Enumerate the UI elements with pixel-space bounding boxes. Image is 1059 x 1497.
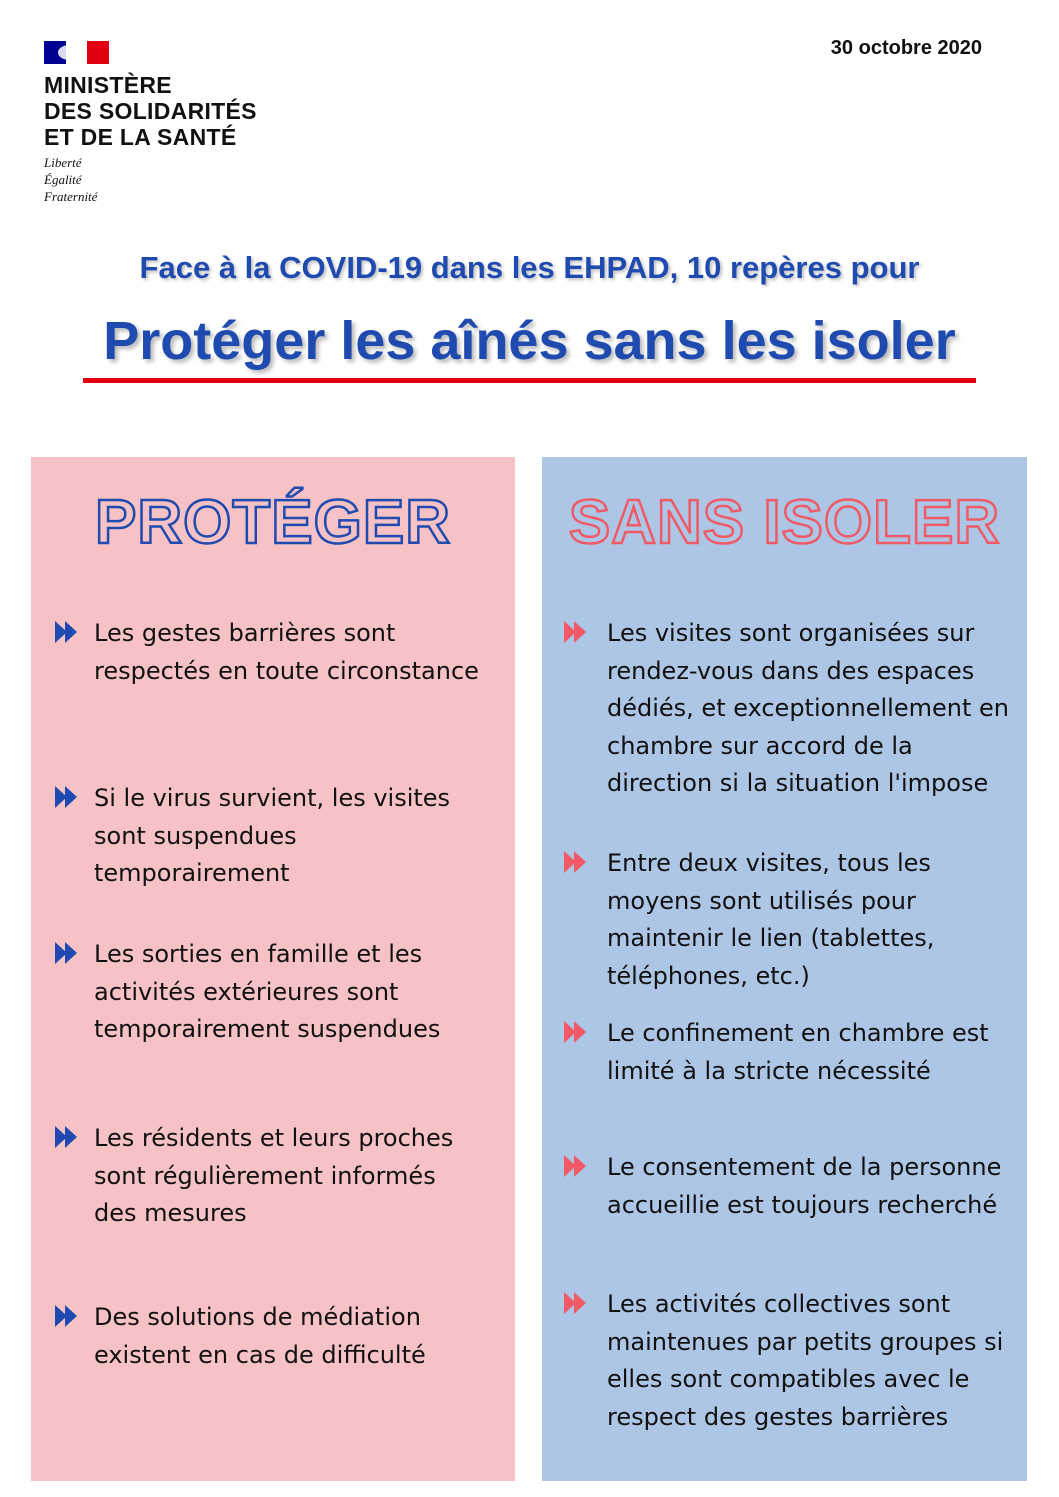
ministry-line: MINISTÈRE <box>44 72 172 98</box>
headline-title: Protéger les aînés sans les isoler <box>103 311 956 371</box>
list-item-text: Les gestes barrières sont respectés en toute circonstance <box>94 619 479 685</box>
list-item <box>564 1149 1024 1224</box>
list-item <box>564 845 1024 995</box>
ministry-line: ET DE LA SANTÉ <box>44 124 237 150</box>
protect-heading: PROTÉGER <box>95 488 451 557</box>
no-isolation-heading: SANS ISOLER <box>568 488 1001 557</box>
double-arrow-icon <box>55 1305 79 1327</box>
list-item-text: Les résidents et leurs proches sont régulièrement informés des mesures <box>94 1124 454 1227</box>
protect-column <box>31 457 515 1481</box>
list-item <box>55 615 485 690</box>
list-item <box>55 936 485 1049</box>
list-item <box>564 615 1024 803</box>
list-item-text: Le consentement de la personne accueillie est toujours recherché <box>607 1153 1002 1219</box>
title-underline <box>83 378 976 383</box>
list-item-text: Le confinement en chambre est limité à la stricte nécessité <box>607 1019 989 1085</box>
republic-motto <box>44 154 97 205</box>
list-item-text: Les activités collectives sont maintenues par petits groupes si elles sont compatibles avec le respect des gestes barrières <box>607 1290 1004 1431</box>
motto-line: Égalité <box>44 172 82 187</box>
double-arrow-icon <box>564 1155 588 1177</box>
no-isolation-column <box>542 457 1027 1481</box>
ministry-line: DES SOLIDARITÉS <box>44 98 257 124</box>
publication-date: 30 octobre 2020 <box>830 37 982 59</box>
list-item-text: Si le virus survient, les visites sont suspendues temporairement <box>94 784 451 887</box>
list-item-text: Des solutions de médiation existent en cas de difficulté <box>94 1303 426 1369</box>
double-arrow-icon <box>55 621 79 643</box>
double-arrow-icon <box>564 1021 588 1043</box>
motto-line: Liberté <box>44 155 82 170</box>
motto-line: Fraternité <box>44 189 98 204</box>
list-item <box>564 1015 1024 1090</box>
double-arrow-icon <box>564 1292 588 1314</box>
ministry-name <box>44 72 257 150</box>
headline-subtitle: Face à la COVID-19 dans les EHPAD, 10 repères pour <box>139 250 920 285</box>
list-item-text: Les visites sont organisées sur rendez-vous dans des espaces dédiés, et exceptionnellement en chambre sur accord de la direction si la situation l'impose <box>607 619 1009 797</box>
double-arrow-icon <box>564 621 588 643</box>
list-item-text: Entre deux visites, tous les moyens sont utilisés pour maintenir le lien (tablettes, téléphones, etc.) <box>607 849 935 990</box>
double-arrow-icon <box>55 942 79 964</box>
list-item <box>55 1120 485 1233</box>
republic-flag-logo <box>44 41 109 64</box>
list-item <box>564 1286 1024 1436</box>
double-arrow-icon <box>55 786 79 808</box>
list-item <box>55 1299 485 1374</box>
list-item-text: Les sorties en famille et les activités extérieures sont temporairement suspendues <box>94 940 441 1043</box>
list-item <box>55 780 485 893</box>
double-arrow-icon <box>55 1126 79 1148</box>
double-arrow-icon <box>564 851 588 873</box>
